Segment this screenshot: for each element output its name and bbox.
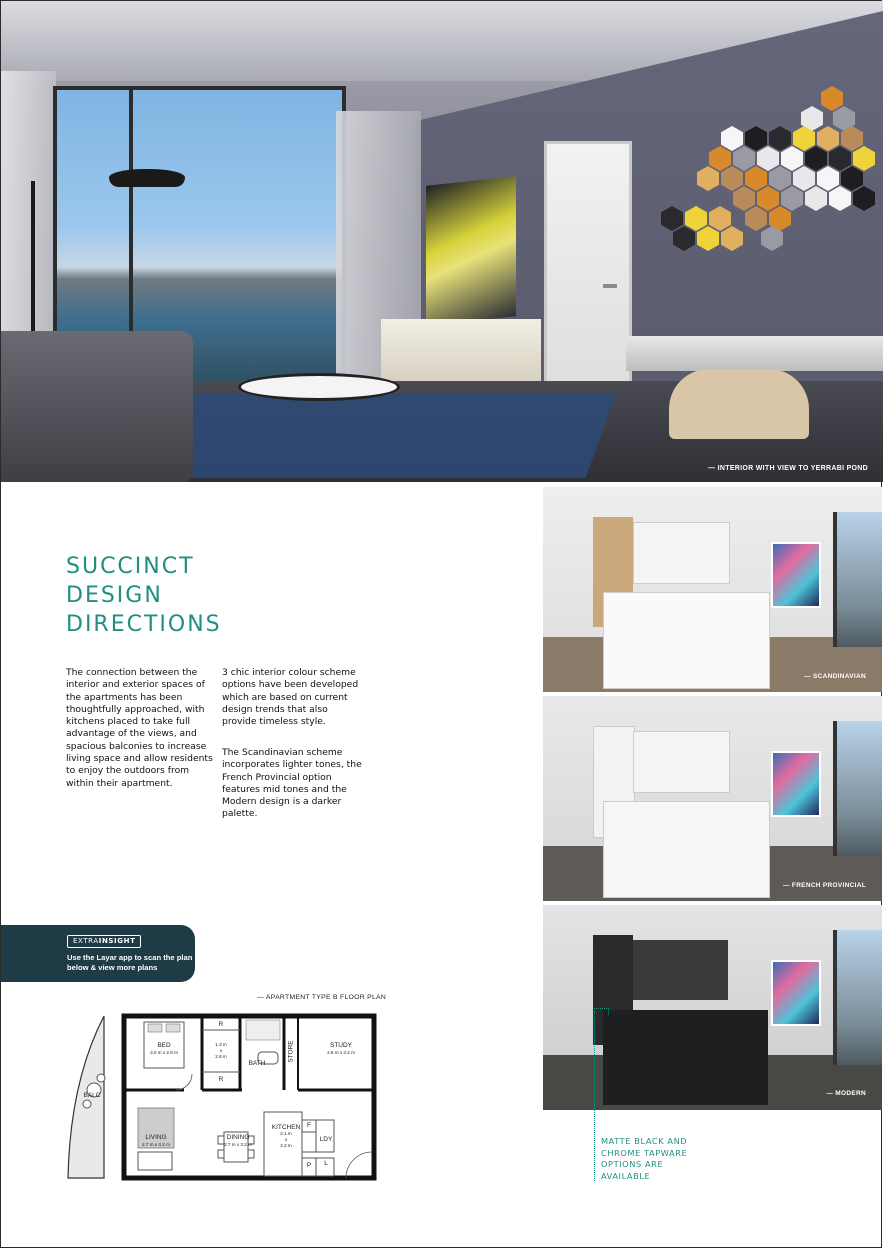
floor-plan — [66, 1012, 378, 1182]
caption-scandinavian: — SCANDINAVIAN — [804, 673, 866, 680]
wall-hexagon — [745, 126, 767, 151]
wall-hexagon — [817, 126, 839, 151]
wall-hexagon — [733, 146, 755, 171]
wall-hexagon — [805, 186, 827, 211]
wall-hexagon — [769, 166, 791, 191]
wall-hexagon — [769, 126, 791, 151]
room-store: STORE — [287, 1040, 295, 1063]
room-bath: BATH — [248, 1060, 266, 1067]
wall-hexagon — [805, 146, 827, 171]
dining-table — [626, 336, 883, 371]
extra-insight-banner[interactable] — [1, 925, 195, 982]
kitchen-photo-scandinavian — [543, 487, 882, 692]
body-text-col2-p1: 3 chic interior colour scheme options have been developed which are based on current design trends that also provide timeless style. — [222, 667, 359, 728]
wall-hexagon — [745, 206, 767, 231]
room-wir-size: 1.3 m x 2.8 m — [215, 1042, 227, 1059]
wall-hexagon — [673, 226, 695, 251]
sofa — [1, 331, 193, 482]
wall-hexagon — [721, 126, 743, 151]
wall-hexagon — [781, 186, 803, 211]
caption-french-provincial: — FRENCH PROVINCIAL — [783, 882, 866, 889]
wall-hexagon — [685, 206, 707, 231]
wall-hexagon — [821, 86, 843, 111]
layar-instruction: Use the Layar app to scan the plan below & view more plans — [67, 953, 193, 972]
wall-hexagon — [745, 166, 767, 191]
fridge: F — [307, 1122, 311, 1129]
room-laundry: LDY — [319, 1136, 333, 1143]
room-dining: DINING 2.7 m x 3.2 m — [224, 1134, 252, 1147]
room-robe-2: R — [218, 1076, 224, 1083]
room-robe-1: R — [218, 1021, 224, 1028]
body-text-col1: The connection between the interior and exterior spaces of the apartments has been thoughtfully approached, with kitchens placed to take full advantage of the views, and spacious balconies to increase living space and allow residents to enjoy the outdoors from within their apartment. — [66, 667, 213, 789]
wall-hexagon — [709, 206, 731, 231]
wall-hexagon — [817, 166, 839, 191]
wall-hexagon — [733, 186, 755, 211]
wall-hexagon — [709, 146, 731, 171]
page-title: SUCCINCT DESIGN DIRECTIONS — [66, 554, 222, 637]
pantry: P — [306, 1162, 312, 1169]
wall-hexagon — [829, 186, 851, 211]
room-balcony: BALC — [83, 1092, 101, 1099]
room-kitchen: KITCHEN 2.1 m x 2.2 m — [271, 1124, 301, 1148]
wall-hexagon — [793, 166, 815, 191]
door — [544, 141, 632, 419]
wall-hexagon — [853, 186, 875, 211]
abstract-painting — [426, 176, 516, 325]
wall-hexagon — [661, 206, 683, 231]
wall-hexagon — [721, 226, 743, 251]
tapware-callout-line — [594, 1011, 595, 1181]
caption-modern: — MODERN — [826, 1090, 866, 1097]
hexagon-wall-art — [661, 86, 883, 266]
wall-hexagon — [721, 166, 743, 191]
linen: L — [324, 1160, 328, 1167]
hero-living-room-photo — [1, 1, 883, 482]
wall-hexagon — [697, 226, 719, 251]
body-text-col2-p2: The Scandinavian scheme incorporates lighter tones, the French Provincial option features mid tones and the Modern design is a darker palette. — [222, 747, 362, 820]
tapware-caption: MATTE BLACK AND CHROME TAPWARE OPTIONS ARE AVAILABLE — [601, 1136, 688, 1181]
room-living: LIVING 2.7 m x 3.2 m — [142, 1134, 170, 1147]
wall-hexagon — [781, 146, 803, 171]
wall-hexagon — [829, 146, 851, 171]
room-study: STUDY 2.8 m x 3.2 m — [327, 1042, 355, 1055]
hero-caption: — INTERIOR WITH VIEW TO YERRABI POND — [708, 465, 868, 472]
extra-insight-badge: EXTRAINSIGHT — [67, 935, 141, 948]
room-bed: BED 3.0 m x 2.8 m — [150, 1042, 178, 1055]
wall-hexagon — [757, 146, 779, 171]
dining-chair — [669, 369, 809, 439]
wall-hexagon — [697, 166, 719, 191]
floor-lamp — [109, 169, 185, 187]
coffee-table — [238, 373, 400, 401]
tapware-callout-marker — [594, 1008, 609, 1015]
sideboard — [381, 319, 541, 381]
floorplan-caption: — APARTMENT TYPE B FLOOR PLAN — [257, 994, 387, 1001]
wall-hexagon — [841, 166, 863, 191]
wall-hexagon — [757, 186, 779, 211]
wall-hexagon — [853, 146, 875, 171]
kitchen-photo-french-provincial — [543, 696, 882, 901]
